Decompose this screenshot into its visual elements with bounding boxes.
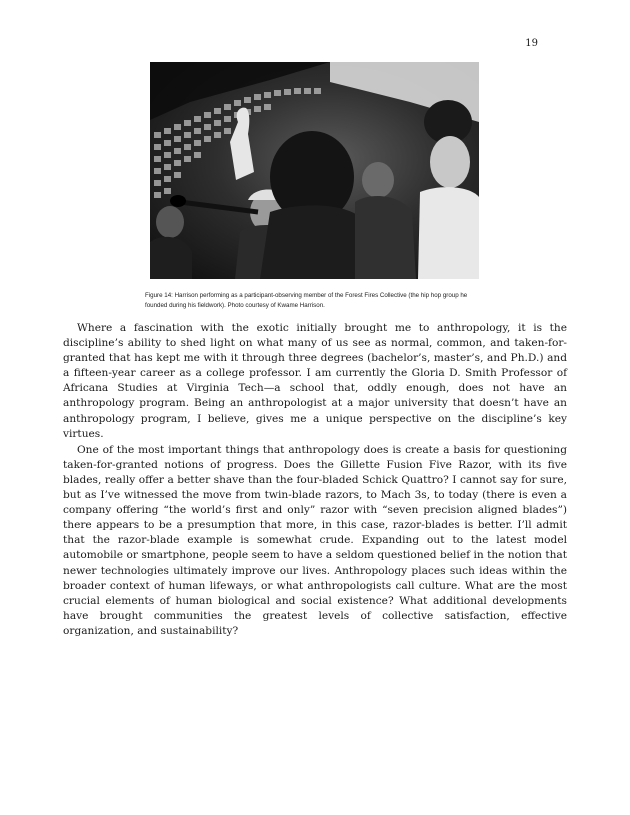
paragraph: One of the most important things that anthropology does is create a basis for questioning taken-for-granted notions of progress. Does the Gillette Fusion Five Razor, with its five blades, really offer a better shave than the four-bladed Schick Quattro? I cannot say for sure, but as I’ve witnessed the move from twin-blade razors, to Mach 3s, to today (there is even a company offering “the world’s first and only” razor with “seven precision aligned blades”) there appears to be a presumption that more, in this case, razor-blades is better. I’ll admit that the razor-blade example is somewhat crude. Expanding out to the latest model automobile or smartphone, people seem to have a seldom questioned belief in the notion that newer technologies ultimately improve our lives. Anthropology places such ideas within the broader context of human lifeways, or what anthropologists call culture. What are the most crucial elements of human biological and social existence? What additional developments have brought communities the greatest levels of collective satisfaction, effective organization, and sustainability? bbox=[63, 443, 567, 637]
paragraph: Where a fascination with the exotic initially brought me to anthropology, it is the discipline’s ability to shed light on what many of us see as normal, common, and taken-for-granted that has kept me with it through three degrees (bachelor’s, master’s, and Ph.D.) and a fifteen-year career as a college professor. I am currently the Gloria D. Smith Professor of Africana Studies at Virginia Tech—a school that, oddly enough, does not have an anthropology program. Being an anthropologist at a major university that doesn’t have an anthropology program, I believe, gives me a unique perspective on the discipline’s key virtues. bbox=[63, 322, 567, 440]
figure-caption: Figure 14: Harrison performing as a participant-observing member of the Forest Fires Collective (the hip hop group he founded during his fieldwork). Photo courtesy of Kwame Harrison. bbox=[145, 292, 468, 309]
photo-illustration bbox=[150, 62, 479, 279]
page-number: 19 bbox=[525, 38, 538, 49]
performance-photo bbox=[150, 62, 479, 279]
body-text bbox=[63, 321, 567, 639]
